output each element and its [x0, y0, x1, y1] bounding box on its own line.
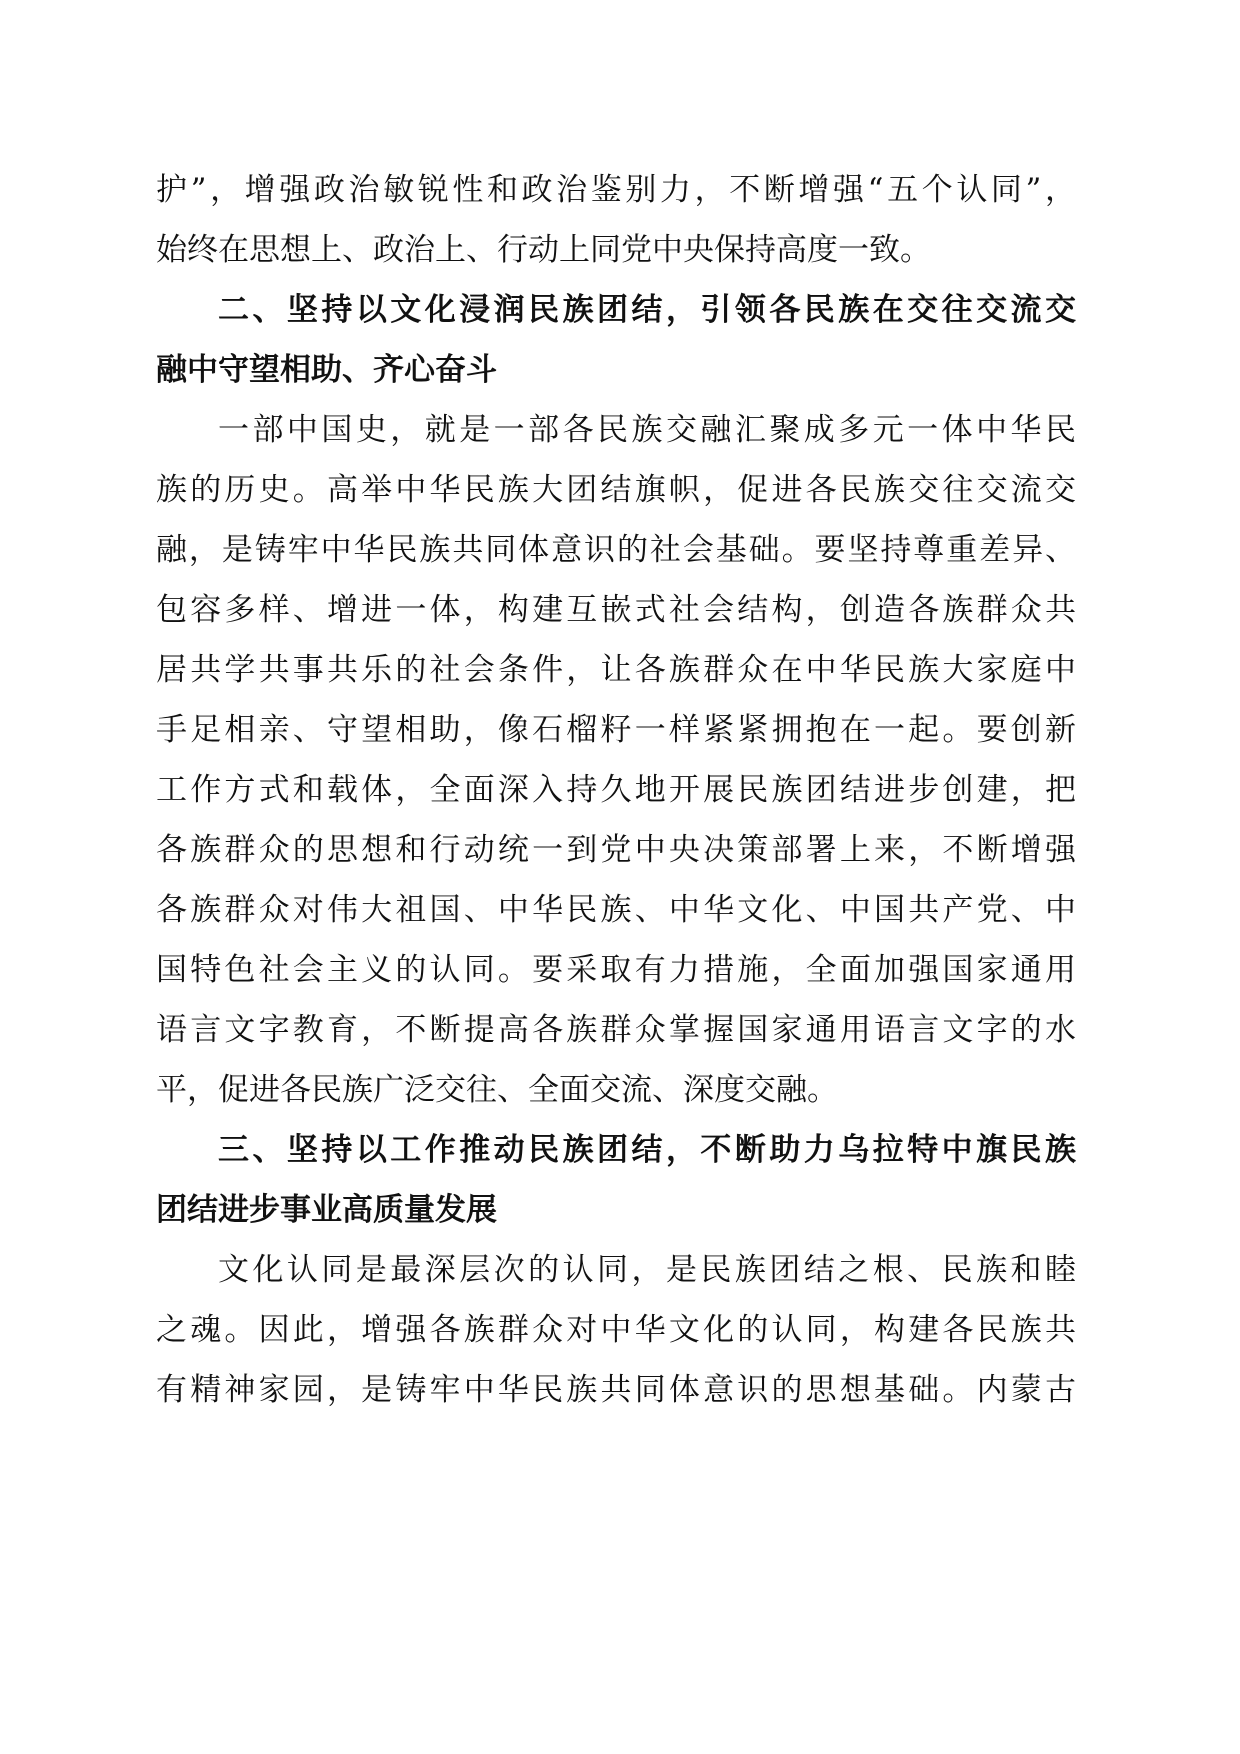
- text-line: 一部中国史，就是一部各民族交融汇聚成多元一体中华民: [218, 412, 1076, 448]
- text-line: 平，促进各民族广泛交往、全面交流、深度交融。: [156, 1072, 838, 1108]
- heading-line: 团结进步事业高质量发展: [156, 1192, 497, 1228]
- text-line: 文化认同是最深层次的认同，是民族团结之根、民族和睦: [218, 1252, 1076, 1288]
- section-heading-2: [156, 280, 1076, 400]
- text-line: 始终在思想上、政治上、行动上同党中央保持高度一致。: [156, 232, 931, 268]
- text-line: 工作方式和载体，全面深入持久地开展民族团结进步创建，把: [156, 772, 1076, 808]
- text-line: 包容多样、增进一体，构建互嵌式社会结构，创造各族群众共: [156, 592, 1076, 628]
- continuation-paragraph: [156, 160, 1076, 280]
- text-line: 护”，增强政治敏锐性和政治鉴别力，不断增强“五个认同”，: [156, 172, 1076, 208]
- heading-line: 三、坚持以工作推动民族团结，不断助力乌拉特中旗民族: [218, 1132, 1076, 1168]
- text-line: 族的历史。高举中华民族大团结旗帜，促进各民族交往交流交: [156, 472, 1076, 508]
- section-heading-3: [156, 1120, 1076, 1240]
- text-line: 居共学共事共乐的社会条件，让各族群众在中华民族大家庭中: [156, 652, 1076, 688]
- text-line: 各族群众的思想和行动统一到党中央决策部署上来，不断增强: [156, 832, 1076, 868]
- text-line: 之魂。因此，增强各族群众对中华文化的认同，构建各民族共: [156, 1312, 1076, 1348]
- text-line: 各族群众对伟大祖国、中华民族、中华文化、中国共产党、中: [156, 892, 1076, 928]
- document-page: [156, 160, 1076, 1420]
- section-3-paragraph: [156, 1240, 1076, 1420]
- text-line: 手足相亲、守望相助，像石榴籽一样紧紧拥抱在一起。要创新: [156, 712, 1076, 748]
- heading-line: 融中守望相助、齐心奋斗: [156, 352, 497, 388]
- heading-line: 二、坚持以文化浸润民族团结，引领各民族在交往交流交: [218, 292, 1076, 328]
- text-line: 融，是铸牢中华民族共同体意识的社会基础。要坚持尊重差异、: [156, 532, 1076, 568]
- text-line: 国特色社会主义的认同。要采取有力措施，全面加强国家通用: [156, 952, 1076, 988]
- text-line: 语言文字教育，不断提高各族群众掌握国家通用语言文字的水: [156, 1012, 1076, 1048]
- text-line: 有精神家园，是铸牢中华民族共同体意识的思想基础。内蒙古: [156, 1372, 1076, 1408]
- section-2-paragraph: [156, 400, 1076, 1120]
